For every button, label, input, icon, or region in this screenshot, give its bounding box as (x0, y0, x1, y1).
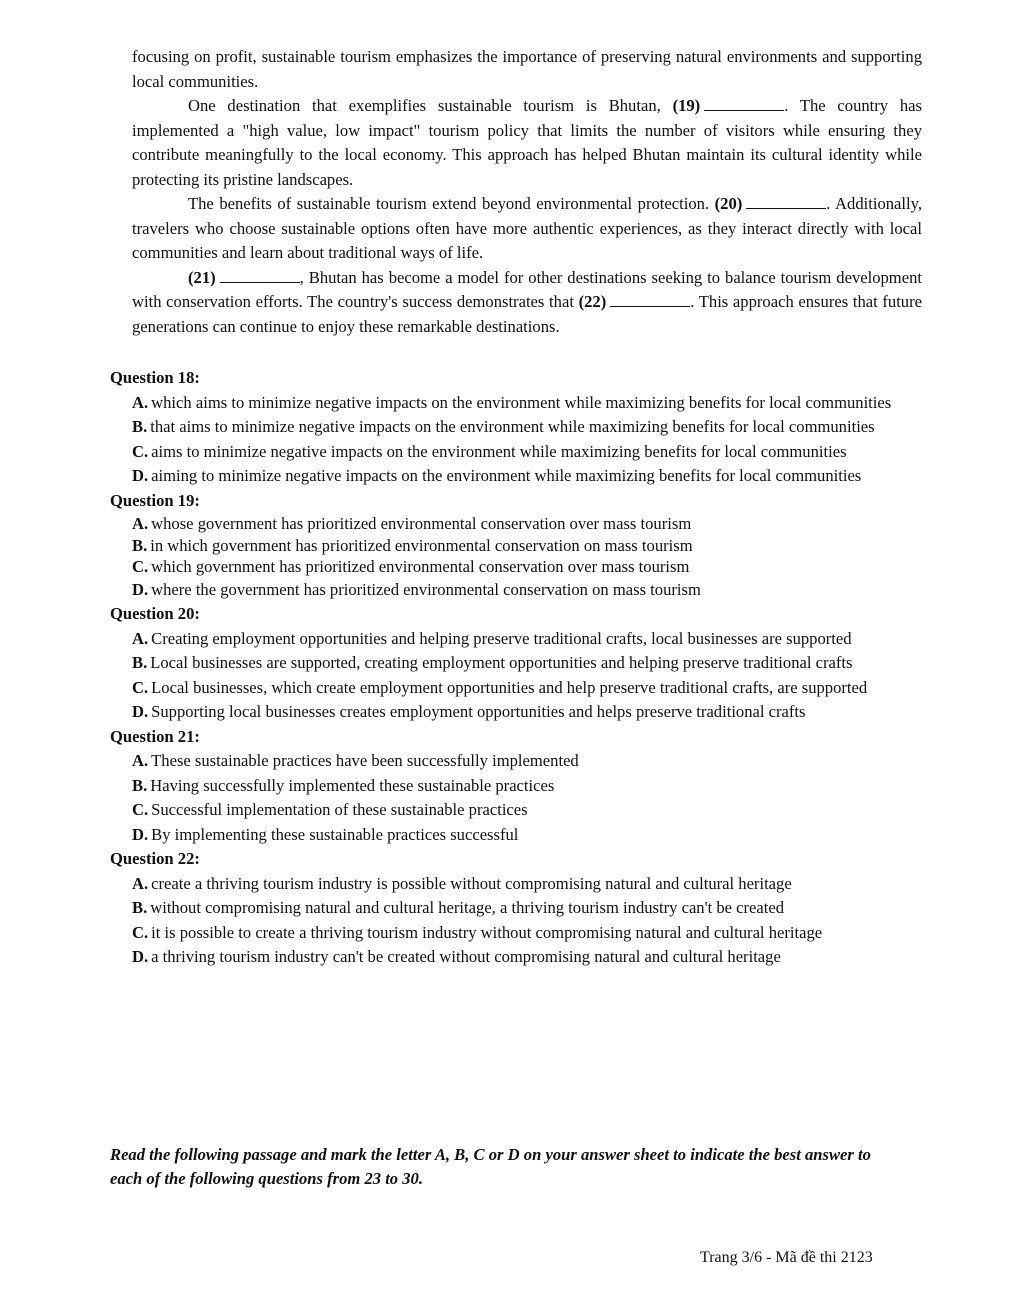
option-letter: A. (132, 628, 149, 648)
option-letter: A. (132, 514, 149, 533)
option-letter: C. (132, 922, 149, 942)
answer-option[interactable] (132, 578, 922, 603)
answer-blank (220, 268, 300, 283)
option-letter: D. (132, 824, 149, 844)
passage-paragraph: focusing on profit, sustainable tourism emphasizes the importance of preserving natural environments and supporting local communities. (132, 47, 922, 91)
passage-text: . The country has implemented a "high value, low impact" tourism policy that limits the number of visitors while ensuring they contribute meaningfully to the local economy. This approach has helped Bhutan maintain its cultural identity while protecting its pristine landscapes. (132, 96, 923, 189)
passage-paragraph (132, 94, 922, 192)
option-text: a thriving tourism industry can't be created without compromising natural and cultural heritage (151, 947, 781, 966)
option-letter: C. (132, 677, 149, 697)
option-letter: D. (132, 702, 149, 721)
option-text: By implementing these sustainable practices successful (151, 824, 519, 844)
passage-paragraph (132, 266, 922, 340)
answer-blank (746, 194, 826, 209)
passage-text: . This approach ensures that future generations can continue to enjoy these remarkable destinations. (132, 292, 922, 336)
option-text: in which government has prioritized environmental conservation on mass tourism (150, 535, 693, 555)
gap-number: (21) (188, 267, 216, 287)
option-letter: D. (132, 466, 149, 485)
passage-text: , Bhutan has become a model for other destinations seeking to balance tourism development with conservation efforts. The country's success demonstrates that (132, 267, 922, 311)
option-text: which government has prioritized environmental conservation over mass tourism (151, 557, 690, 576)
answer-option[interactable] (132, 513, 922, 535)
option-text: These sustainable practices have been successfully implemented (151, 751, 579, 770)
option-letter: B. (132, 535, 148, 555)
option-text: Having successfully implemented these sustainable practices (150, 775, 555, 795)
option-letter: D. (132, 947, 149, 966)
option-text: without compromising natural and cultural heritage, a thriving tourism industry can't be created (150, 898, 785, 917)
question-title: Question 19: (110, 490, 200, 510)
answer-option[interactable] (132, 823, 922, 848)
option-text: Local businesses are supported, creating employment opportunities and helping preserve traditional crafts (150, 653, 853, 672)
answer-option[interactable] (132, 945, 922, 970)
option-letter: C. (132, 800, 149, 819)
option-text: aims to minimize negative impacts on the environment while maximizing benefits for local communities (151, 441, 847, 461)
answer-option[interactable] (132, 464, 922, 489)
passage-text: One destination that exemplifies sustainable tourism is Bhutan, (188, 96, 673, 115)
question-list (110, 366, 922, 970)
section-instruction: Read the following passage and mark the letter A, B, C or D on your answer sheet to indicate the best answer to each of the following questions from 23 to 30. (110, 1145, 871, 1188)
option-text: aiming to minimize negative impacts on the environment while maximizing benefits for local communities (151, 466, 862, 485)
passage-paragraph (132, 192, 922, 266)
answer-option[interactable] (132, 700, 922, 725)
page-footer: Trang 3/6 - Mã đề thi 2123 (700, 1249, 873, 1266)
answer-blank (610, 292, 690, 307)
option-letter: C. (132, 441, 149, 461)
gap-number: (22) (578, 292, 607, 311)
answer-option[interactable] (132, 872, 922, 897)
option-text: where the government has prioritized environmental conservation on mass tourism (151, 579, 701, 599)
option-text: it is possible to create a thriving tourism industry without compromising natural and cultural heritage (151, 922, 823, 942)
question-title: Question 18: (110, 368, 200, 387)
option-text: Creating employment opportunities and helping preserve traditional crafts, local businesses are supported (151, 628, 852, 648)
option-letter: B. (132, 653, 148, 672)
answer-blank (704, 96, 784, 111)
answer-option[interactable] (132, 749, 922, 774)
answer-option[interactable] (132, 535, 922, 557)
option-text: which aims to minimize negative impacts on the environment while maximizing benefits for local communities (151, 392, 892, 412)
option-text: that aims to minimize negative impacts on the environment while maximizing benefits for local communities (150, 417, 875, 436)
passage-text: The benefits of sustainable tourism extend beyond environmental protection. (188, 194, 715, 213)
option-letter: B. (132, 898, 148, 917)
answer-option[interactable] (132, 391, 922, 416)
answer-option[interactable] (132, 676, 922, 701)
answer-option[interactable] (132, 440, 922, 465)
answer-option[interactable] (132, 627, 922, 652)
answer-option[interactable] (132, 896, 922, 921)
answer-option[interactable] (132, 415, 922, 440)
option-letter: A. (132, 873, 149, 893)
question-title: Question 20: (110, 604, 200, 623)
option-text: Local businesses, which create employment opportunities and help preserve traditional crafts, are supported (151, 677, 868, 697)
option-text: whose government has prioritized environmental conservation over mass tourism (151, 514, 692, 533)
question-title: Question 22: (110, 849, 200, 868)
option-letter: B. (132, 775, 148, 795)
answer-option[interactable] (132, 556, 922, 578)
answer-option[interactable] (132, 774, 922, 799)
option-letter: A. (132, 751, 149, 770)
option-letter: D. (132, 579, 149, 599)
question-title: Question 21: (110, 726, 200, 746)
answer-option[interactable] (132, 921, 922, 946)
answer-option[interactable] (132, 651, 922, 676)
gap-number: (20) (714, 194, 743, 213)
option-text: Supporting local businesses creates employment opportunities and helps preserve traditional crafts (151, 702, 806, 721)
answer-option[interactable] (132, 798, 922, 823)
gap-number: (19) (672, 96, 701, 115)
option-letter: C. (132, 557, 149, 576)
option-text: Successful implementation of these sustainable practices (151, 800, 528, 819)
option-letter: B. (132, 417, 148, 436)
passage-text: . Additionally, travelers who choose sustainable options often have more authentic experiences, as they interact directly with local communities and learn about traditional ways of life. (132, 194, 922, 262)
option-text: create a thriving tourism industry is possible without compromising natural and cultural heritage (151, 873, 792, 893)
reading-passage (132, 45, 922, 339)
option-letter: A. (132, 392, 149, 412)
